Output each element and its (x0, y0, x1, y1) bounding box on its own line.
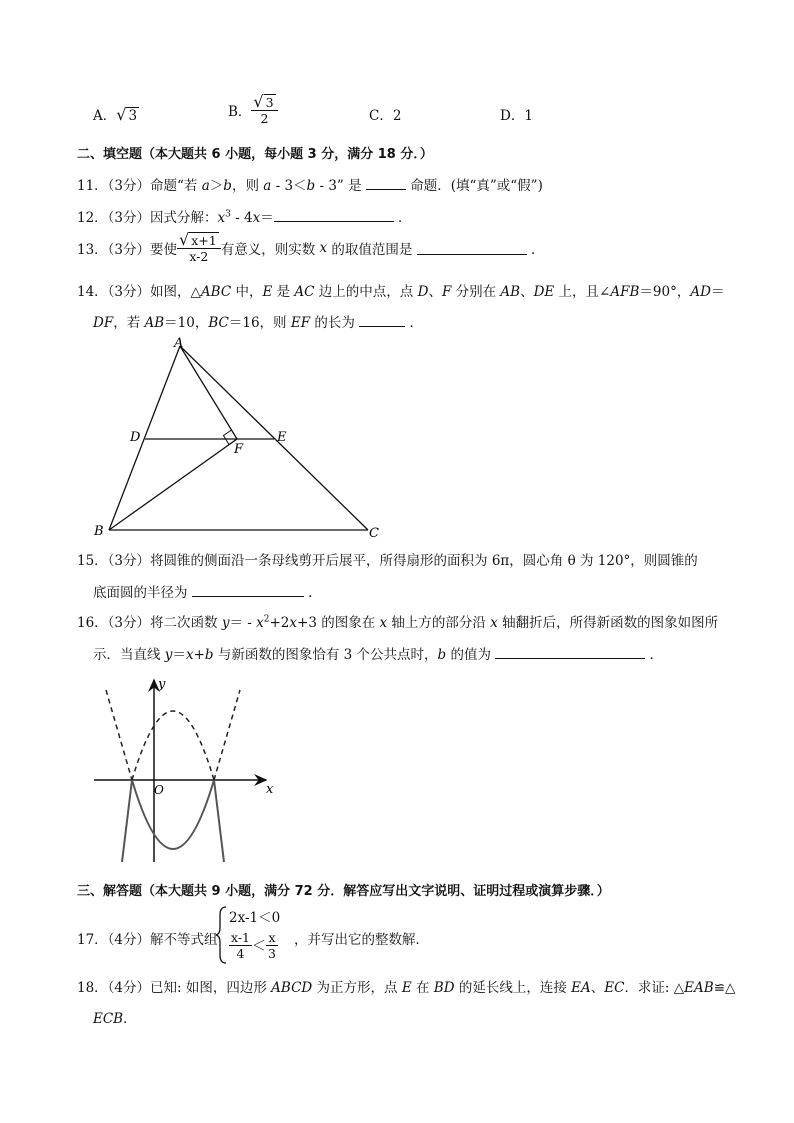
inequality-2: $\frac{x-1}{4}$ ＜ $\frac{x}{3}$ (231, 930, 276, 961)
x-axis-label: x (266, 782, 274, 797)
answer-blank[interactable] (417, 242, 527, 255)
system-brace-icon (215, 905, 229, 965)
answer-blank[interactable] (359, 314, 405, 327)
label-f: F (234, 442, 244, 457)
section-3-title: 三、解答题（本大题共 9 小题，满分 72 分．解答应写出文字说明、证明过程或演算步骤．） (77, 884, 610, 899)
segment-ab (109, 346, 180, 530)
right-dashed-tail (214, 690, 240, 780)
question-15-line-1: 15．（3分）将圆锥的侧面沿一条母线剪开后展平，所得扇形的面积为 6π，圆心角 θ 为 120°，则圆锥的 (77, 553, 698, 569)
question-18-line-2: ECB． (93, 1011, 137, 1027)
answer-blank[interactable] (192, 584, 304, 597)
section-2-title: 二、填空题（本大题共 6 小题，每小题 3 分，满分 18 分．） (77, 147, 433, 162)
question-18-line-1: 18．（4分）已知: 如图，四边形 ABCD 为正方形，点 E 在 BD 的延长线上，连接 EA、EC．求证: △EAB≌△ (77, 980, 736, 996)
left-dashed-tail (106, 690, 132, 780)
original-parabola-dashed (132, 711, 214, 780)
sqrt-symbol: √ (116, 105, 127, 124)
segment-ac (180, 346, 368, 530)
question-14-line-1: 14．（3分）如图，△ABC 中，E 是 AC 边上的中点，点 D、F 分别在 AB、DE 上，且∠AFB＝90°，AD＝ (77, 284, 725, 300)
label-e: E (277, 430, 287, 445)
question-16-line-2: 示．当直线 y＝x+b 与新函数的图象恰有 3 个公共点时，b 的值为 ． (93, 647, 664, 663)
question-15-line-2: 底面圆的半径为 ． (93, 585, 322, 601)
question-11: 11．（3分）命题“若 a＞b，则 a - 3＜b - 3” 是 命题．(填“真”或“假”) (77, 178, 543, 194)
answer-blank[interactable] (366, 177, 406, 190)
segment-af (180, 346, 237, 439)
answer-blank[interactable] (495, 646, 645, 659)
choice-b: B． $\frac{√ 3}{2}$ (228, 94, 278, 126)
question-17-intro: 17．（4分）解不等式组 (77, 932, 218, 948)
choice-b-fraction: $\frac{√ 3}{2}$ (251, 94, 277, 126)
label-d: D (130, 430, 141, 445)
origin-label: O (154, 783, 164, 797)
choice-c: C．2 (369, 108, 402, 124)
inequality-1: 2x-1＜0 (229, 910, 281, 926)
question-17-tail: ，并写出它的整数解． (294, 932, 429, 948)
label-a: A (174, 336, 184, 351)
triangle-figure (80, 330, 400, 545)
choice-d: D．1 (500, 108, 533, 124)
parabola-figure (90, 672, 290, 872)
question-13: 13．（3分）要使 $\frac{√ x+1}{x-2}$ 有意义，则实数 x 的取值范围是 ． (77, 230, 545, 264)
choice-a: A．√ 3 (93, 105, 138, 124)
segment-bf (109, 439, 237, 530)
label-b: B (94, 524, 104, 539)
answer-blank[interactable] (274, 209, 394, 222)
folded-part-solid (132, 780, 214, 849)
right-solid-tail (214, 780, 224, 862)
question-13-fraction: $\frac{√ x+1}{x-2}$ (177, 232, 221, 264)
question-12: 12．（3分）因式分解：$x^3 - 4x=$ ． (77, 209, 412, 226)
y-axis-label: y (158, 677, 166, 692)
left-solid-tail (122, 780, 132, 862)
question-16-line-1: 16．（3分）将二次函数 $y= - x^2+2x+3$ 的图象在 x 轴上方的部分沿 x 轴翻折后，所得新函数的图象如图所 (77, 614, 719, 631)
label-c: C (369, 526, 379, 541)
question-14-line-2: DF，若 AB＝10，BC＝16，则 EF 的长为 ． (93, 315, 423, 331)
